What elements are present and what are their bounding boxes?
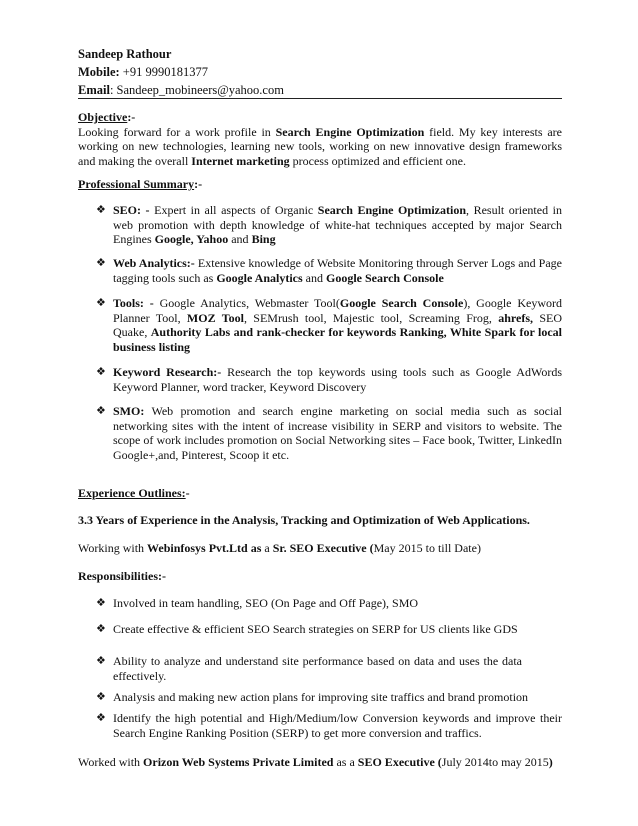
tools-text-1: Google Analytics, Webmaster Tool(: [153, 296, 340, 310]
job-1: [78, 541, 562, 556]
analytics-bold-1: Google Analytics: [216, 270, 303, 285]
diamond-bullet-icon: ❖: [96, 404, 106, 417]
diamond-bullet-icon: ❖: [96, 365, 106, 378]
summary-keyword: [78, 365, 562, 394]
job2-period: July 2014to may 2015: [441, 755, 549, 769]
analytics-label: Web Analytics:-: [113, 256, 195, 270]
analytics-text-1: Extensive knowledge of Website Monitoring through Server Logs and Page tagging tools such as: [113, 256, 563, 285]
diamond-bullet-icon: ❖: [96, 203, 106, 216]
diamond-bullet-icon: ❖: [96, 596, 106, 609]
responsibility-2: [78, 622, 562, 637]
seo-bold-2: Google, Yahoo: [154, 232, 229, 246]
candidate-name: Sandeep Rathour: [78, 47, 172, 61]
diamond-bullet-icon: ❖: [96, 711, 106, 724]
summary-heading-suffix: :-: [194, 177, 203, 191]
responsibility-text: Identify the high potential and High/Medium/low Conversion keywords and improve their Search Engine Ranking Position (SERP) to get more conversion and traffics.: [113, 711, 562, 740]
experience-heading-suffix: -: [185, 486, 190, 500]
responsibility-text: Create effective & efficient SEO Search strategies on SERP for US clients like GDS: [113, 622, 518, 636]
summary-analytics: [78, 256, 562, 285]
list-item: [78, 256, 562, 285]
list-item: [78, 711, 562, 740]
responsibility-text: Ability to analyze and understand site performance based on data and uses the data effectively.: [113, 654, 522, 683]
responsibility-4: [78, 690, 562, 705]
mobile-label: Mobile:: [78, 65, 120, 79]
job1-text-1: Working with: [78, 541, 148, 555]
diamond-bullet-icon: ❖: [96, 690, 106, 703]
responsibilities-heading-block: [78, 569, 562, 584]
tools-label: Tools: -: [113, 296, 154, 310]
list-item: [78, 596, 562, 611]
seo-bold-3: Bing: [251, 232, 276, 246]
header-divider: [78, 98, 562, 99]
contact-header: [78, 45, 284, 99]
tools-bold-2: MOZ Tool: [186, 310, 244, 325]
list-item: [78, 404, 562, 462]
diamond-bullet-icon: ❖: [96, 654, 106, 667]
tools-text-2: ), Google Keyword Planner Tool,: [113, 296, 562, 325]
experience-heading: Experience Outlines:: [78, 486, 186, 500]
summary-tools: [78, 296, 562, 354]
summary-section: [78, 177, 562, 192]
objective-heading: Objective: [78, 110, 128, 124]
mobile-number: +91 9990181377: [119, 65, 208, 79]
responsibility-text: Involved in team handling, SEO (On Page and Off Page), SMO: [113, 596, 419, 610]
analytics-text-2: and: [302, 270, 326, 285]
job1-role: Sr. SEO Executive (: [272, 541, 374, 555]
email-line: [78, 81, 284, 99]
tools-bold-4: Authority Labs and rank-checker for keywords Ranking, White Spark for local business listing: [113, 325, 562, 354]
smo-text-1: Web promotion and search engine marketing on social media such as social networking sites with the intent of increase visibility in SERP and visitors to website. The scope of work includes promotion on Social Networking sites – Face book, Twitter, LinkedIn Google+,and, Pinterest, Scoop it etc.: [113, 404, 562, 462]
seo-bold-1: Search Engine Optimization: [317, 203, 467, 217]
tools-bold-1: Google Search Console: [339, 296, 464, 310]
responsibility-1: [78, 596, 562, 611]
job1-text-2: a: [261, 541, 273, 555]
summary-heading: Professional Summary: [78, 177, 195, 191]
responsibility-text: Analysis and making new action plans for improving site traffics and brand promotion: [113, 690, 529, 704]
objective-text: [78, 125, 562, 169]
seo-text-2: , Result oriented in web promotion with depth knowledge of white-hat techniques accepted by major Search Engines: [113, 203, 562, 246]
responsibility-3: [78, 654, 562, 683]
diamond-bullet-icon: ❖: [96, 296, 106, 309]
seo-text-3: and: [228, 232, 252, 246]
experience-section: [78, 486, 562, 501]
summary-smo: [78, 404, 562, 462]
job2-text-2: as a: [333, 755, 358, 769]
email-label: Email: [78, 83, 110, 97]
keyword-label: Keyword Research:-: [113, 365, 222, 379]
job2-role: SEO Executive (: [357, 755, 442, 769]
analytics-bold-2: Google Search Console: [326, 270, 444, 285]
objective-heading-suffix: :-: [127, 110, 136, 124]
job1-period: May 2015 to till Date): [373, 541, 481, 555]
list-item: [78, 690, 562, 705]
list-item: [78, 203, 562, 247]
objective-section: [78, 110, 562, 168]
seo-label: SEO: -: [113, 203, 150, 217]
list-item: [78, 365, 562, 394]
experience-years: [78, 513, 562, 528]
job2-company: Orizon Web Systems Private Limited: [143, 755, 334, 769]
tools-bold-3: ahrefs,: [498, 310, 533, 325]
seo-text-1: Expert in all aspects of Organic: [149, 203, 318, 217]
job2-close-paren: ): [548, 755, 553, 769]
responsibility-5: [78, 711, 562, 740]
diamond-bullet-icon: ❖: [96, 256, 106, 269]
experience-years-text: 3.3 Years of Experience in the Analysis, Tracking and Optimization of Web Applications.: [78, 513, 530, 527]
objective-bold-1: Search Engine Optimization: [275, 124, 425, 139]
tools-text-3: , SEMrush tool, Majestic tool, Screaming Frog,: [243, 310, 499, 325]
objective-text-1: Looking forward for a work profile in: [78, 124, 276, 139]
diamond-bullet-icon: ❖: [96, 622, 106, 635]
smo-label: SMO:: [113, 404, 145, 418]
summary-seo: [78, 203, 562, 247]
job-2: [78, 755, 562, 770]
list-item: [78, 622, 562, 637]
responsibilities-heading: Responsibilities:-: [78, 569, 167, 583]
list-item: [78, 654, 562, 683]
job1-company: Webinfosys Pvt.Ltd as: [147, 541, 262, 555]
email-address: : Sandeep_mobineers@yahoo.com: [109, 83, 284, 97]
objective-bold-2: Internet marketing: [191, 153, 290, 168]
tools-text-4: SEO Quake,: [113, 310, 562, 339]
keyword-text-1: Research the top keywords using tools such as Google AdWords Keyword Planner, word tracker, Keyword Discovery: [113, 365, 562, 394]
job2-text-1: Worked with: [78, 755, 144, 769]
list-item: [78, 296, 562, 354]
mobile-line: [78, 63, 284, 81]
objective-text-2: field. My key interests are working on new technologies, learning new tools, working on new innovative design frameworks and making the overall: [78, 124, 562, 168]
objective-text-3: process optimized and efficient one.: [289, 153, 467, 168]
